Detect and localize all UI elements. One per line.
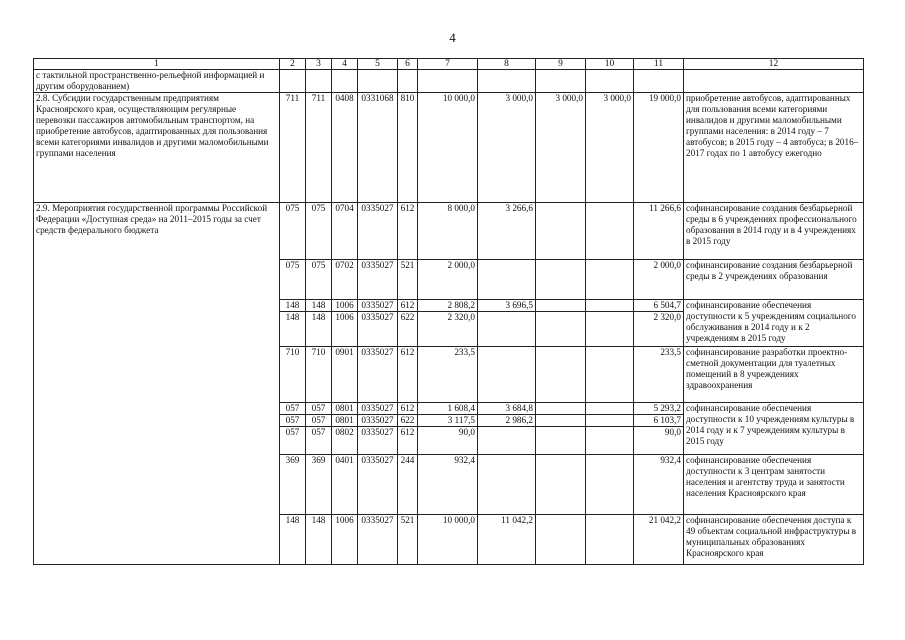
cell-col-4: 0801: [332, 403, 358, 415]
cell-col-8: [478, 312, 536, 347]
cell-col-7: 2 808,2: [418, 300, 478, 312]
cell-col-6: 612: [398, 427, 418, 455]
cell-col-6: 612: [398, 203, 418, 260]
cell-col-11: 6 103,7: [634, 415, 684, 427]
cell-col-10: [586, 260, 634, 300]
column-header-9: 9: [536, 59, 586, 70]
cell-col-7: 2 320,0: [418, 312, 478, 347]
cell-col-11: 932,4: [634, 455, 684, 515]
cell-col-11: 6 504,7: [634, 300, 684, 312]
cell-col-4: 0702: [332, 260, 358, 300]
cell-col-3: 148: [306, 300, 332, 312]
cell-col-5: 0335027: [358, 455, 398, 515]
cell-col-12: софинансирование обеспечения доступности к 10 учреждениям культуры в 2014 году и к 7 учреждениям культуры в 2015 году: [684, 403, 864, 455]
cell-col-3: 710: [306, 347, 332, 403]
cell-col-6: 612: [398, 300, 418, 312]
cell-col-3: 148: [306, 312, 332, 347]
cell-col-7: 10 000,0: [418, 93, 478, 203]
cell-col-4: 0802: [332, 427, 358, 455]
cell-col-6: 612: [398, 347, 418, 403]
cell-col-8: [478, 455, 536, 515]
cell-col-10: [586, 347, 634, 403]
table-row: [34, 203, 864, 260]
header-row: [34, 59, 864, 70]
table-row: [34, 93, 864, 203]
cell-col-10: [586, 70, 634, 93]
column-header-4: 4: [332, 59, 358, 70]
cell-col-5: 0335027: [358, 415, 398, 427]
cell-col-3: 148: [306, 515, 332, 565]
cell-col-6: 521: [398, 260, 418, 300]
cell-col-11: 21 042,2: [634, 515, 684, 565]
cell-col-5: 0335027: [358, 515, 398, 565]
cell-col-9: 3 000,0: [536, 93, 586, 203]
cell-col-8: 3 696,5: [478, 300, 536, 312]
cell-col-10: [586, 427, 634, 455]
cell-col-3: 057: [306, 415, 332, 427]
cell-col-5: 0335027: [358, 403, 398, 415]
cell-col-5: [358, 70, 398, 93]
cell-col-9: [536, 515, 586, 565]
cell-col-9: [536, 347, 586, 403]
cell-col-3: 711: [306, 93, 332, 203]
cell-col-5: 0335027: [358, 260, 398, 300]
cell-col-12: софинансирование обеспечения доступности к 3 центрам занятости населения и агентству труда и занятости населения Красноярского края: [684, 455, 864, 515]
cell-col-3: 075: [306, 203, 332, 260]
cell-col-10: [586, 415, 634, 427]
cell-col-6: 622: [398, 415, 418, 427]
cell-col-8: [478, 260, 536, 300]
row-description: 2.9. Мероприятия государственной программы Российской Федерации «Доступная среда» на 2011–2015 годы за счет средств федерального бюджета: [34, 203, 280, 565]
cell-col-11: 11 266,6: [634, 203, 684, 260]
cell-col-6: 612: [398, 403, 418, 415]
program-table: [33, 58, 864, 565]
cell-col-8: 2 986,2: [478, 415, 536, 427]
cell-col-11: 2 320,0: [634, 312, 684, 347]
cell-col-12: софинансирование обеспечения доступности к 5 учреждениям социального обслуживания в 2014 году и к 2 учреждениям в 2015 году: [684, 300, 864, 347]
cell-col-2: 711: [280, 93, 306, 203]
cell-col-7: 233,5: [418, 347, 478, 403]
cell-col-3: 057: [306, 427, 332, 455]
cell-col-11: 19 000,0: [634, 93, 684, 203]
cell-col-6: 244: [398, 455, 418, 515]
cell-col-10: [586, 203, 634, 260]
cell-col-8: 3 266,6: [478, 203, 536, 260]
cell-col-9: [536, 403, 586, 415]
cell-col-11: 5 293,2: [634, 403, 684, 415]
cell-col-4: 1006: [332, 300, 358, 312]
cell-col-9: [536, 203, 586, 260]
cell-col-4: 0901: [332, 347, 358, 403]
column-header-11: 11: [634, 59, 684, 70]
cell-col-5: 0335027: [358, 347, 398, 403]
cell-col-5: 0335027: [358, 203, 398, 260]
cell-col-12: софинансирование создания безбарьерной среды в 2 учреждениях образования: [684, 260, 864, 300]
cell-col-4: 1006: [332, 515, 358, 565]
column-header-7: 7: [418, 59, 478, 70]
cell-col-12: приобретение автобусов, адаптированных для пользования всеми категориями инвалидов и другими маломобильными группами населения: в 2014 году – 7 автобусов; в 2015 году – 4 автобуса; в 2016–2017 годах по 1 автобусу ежегодно: [684, 93, 864, 203]
cell-col-5: 0335027: [358, 312, 398, 347]
cell-col-4: 1006: [332, 312, 358, 347]
cell-col-11: 233,5: [634, 347, 684, 403]
cell-col-4: 0408: [332, 93, 358, 203]
column-header-5: 5: [358, 59, 398, 70]
cell-col-10: [586, 455, 634, 515]
row-description: с тактильной пространственно-рельефной информацией и другим оборудованием): [34, 70, 280, 93]
cell-col-7: 1 608,4: [418, 403, 478, 415]
cell-col-8: [478, 70, 536, 93]
cell-col-7: 8 000,0: [418, 203, 478, 260]
row-description: 2.8. Субсидии государственным предприятиям Красноярского края, осуществляющим регулярные перевозки пассажиров автомобильным транспортом, на приобретение автобусов, адаптированных для пользования всеми категориями инвалидов и другими маломобильными группами населения: [34, 93, 280, 203]
cell-col-3: 369: [306, 455, 332, 515]
cell-col-7: 3 117,5: [418, 415, 478, 427]
cell-col-8: [478, 347, 536, 403]
cell-col-10: [586, 300, 634, 312]
cell-col-4: 0401: [332, 455, 358, 515]
cell-col-3: 057: [306, 403, 332, 415]
cell-col-7: 10 000,0: [418, 515, 478, 565]
cell-col-2: 057: [280, 427, 306, 455]
cell-col-8: 3 684,8: [478, 403, 536, 415]
cell-col-5: 0335027: [358, 427, 398, 455]
cell-col-12: софинансирование разработки проектно-сметной документации для туалетных помещений в 8 учреждениях здравоохранения: [684, 347, 864, 403]
cell-col-5: 0331068: [358, 93, 398, 203]
column-header-10: 10: [586, 59, 634, 70]
cell-col-2: 057: [280, 403, 306, 415]
cell-col-9: [536, 415, 586, 427]
cell-col-7: [418, 70, 478, 93]
cell-col-11: 90,0: [634, 427, 684, 455]
cell-col-6: 622: [398, 312, 418, 347]
cell-col-7: 90,0: [418, 427, 478, 455]
cell-col-5: 0335027: [358, 300, 398, 312]
cell-col-4: 0801: [332, 415, 358, 427]
column-header-8: 8: [478, 59, 536, 70]
cell-col-11: 2 000,0: [634, 260, 684, 300]
cell-col-4: 0704: [332, 203, 358, 260]
column-header-1: 1: [34, 59, 280, 70]
column-header-2: 2: [280, 59, 306, 70]
cell-col-9: [536, 312, 586, 347]
cell-col-2: 369: [280, 455, 306, 515]
table-row: [34, 70, 864, 93]
cell-col-2: [280, 70, 306, 93]
cell-col-10: [586, 403, 634, 415]
cell-col-6: 810: [398, 93, 418, 203]
cell-col-12: [684, 70, 864, 93]
cell-col-4: [332, 70, 358, 93]
cell-col-9: [536, 455, 586, 515]
cell-col-2: 148: [280, 300, 306, 312]
cell-col-2: 075: [280, 260, 306, 300]
cell-col-6: 521: [398, 515, 418, 565]
column-header-12: 12: [684, 59, 864, 70]
cell-col-7: 932,4: [418, 455, 478, 515]
cell-col-9: [536, 70, 586, 93]
cell-col-8: 11 042,2: [478, 515, 536, 565]
cell-col-9: [536, 300, 586, 312]
column-header-3: 3: [306, 59, 332, 70]
cell-col-12: софинансирование обеспечения доступа к 49 объектам социальной инфраструктуры в муниципальных образованиях Красноярского края: [684, 515, 864, 565]
cell-col-2: 148: [280, 515, 306, 565]
cell-col-3: [306, 70, 332, 93]
cell-col-12: софинансирование создания безбарьерной среды в 6 учреждениях профессионального образования в 2014 году и в 4 учреждениях в 2015 году: [684, 203, 864, 260]
cell-col-2: 057: [280, 415, 306, 427]
column-header-6: 6: [398, 59, 418, 70]
cell-col-3: 075: [306, 260, 332, 300]
cell-col-10: [586, 515, 634, 565]
page-number: 4: [449, 30, 456, 45]
cell-col-2: 710: [280, 347, 306, 403]
cell-col-8: 3 000,0: [478, 93, 536, 203]
cell-col-2: 148: [280, 312, 306, 347]
cell-col-9: [536, 427, 586, 455]
cell-col-8: [478, 427, 536, 455]
cell-col-6: [398, 70, 418, 93]
cell-col-11: [634, 70, 684, 93]
cell-col-7: 2 000,0: [418, 260, 478, 300]
cell-col-10: 3 000,0: [586, 93, 634, 203]
cell-col-10: [586, 312, 634, 347]
cell-col-9: [536, 260, 586, 300]
cell-col-2: 075: [280, 203, 306, 260]
